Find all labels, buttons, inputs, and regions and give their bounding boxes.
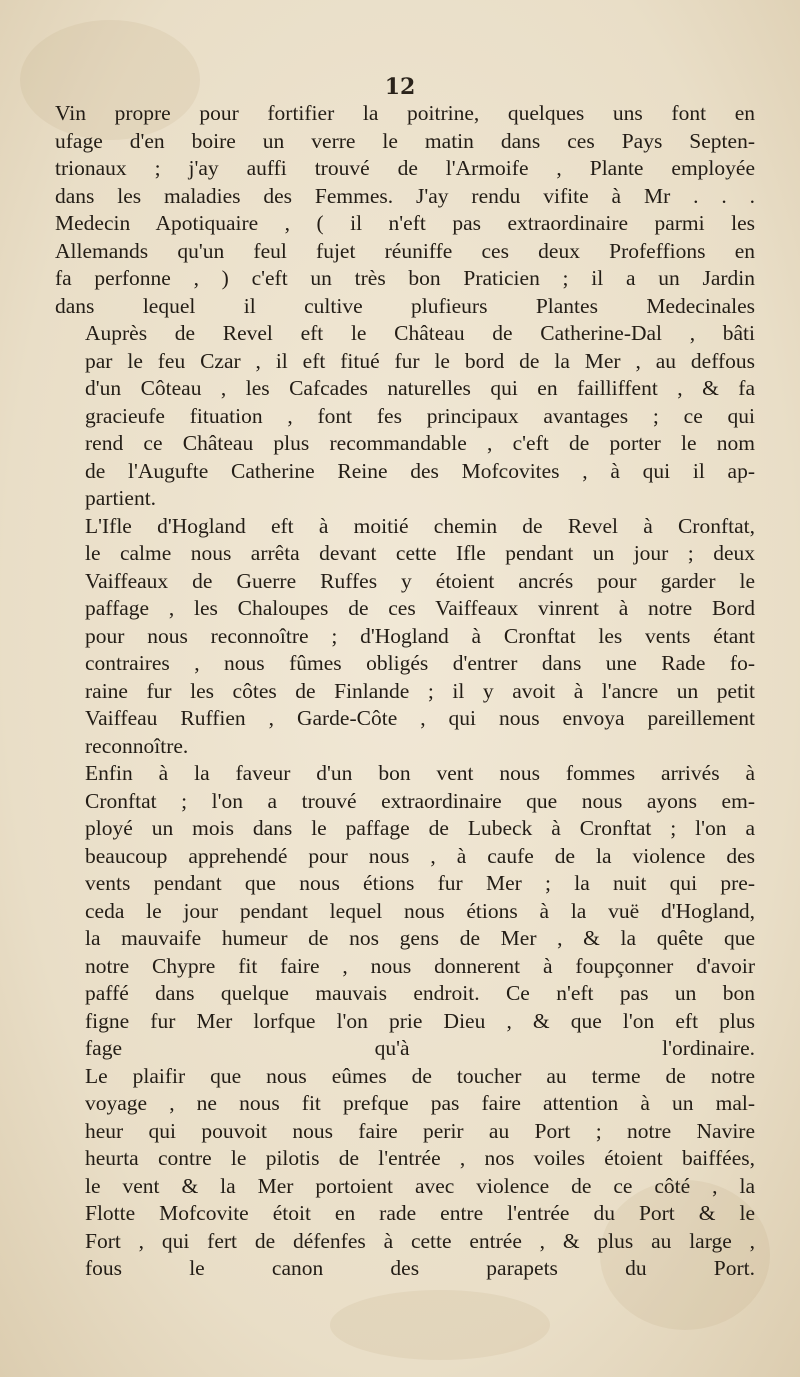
text-line: reconnoître. — [85, 733, 189, 758]
text-line: voyage , ne nous fit prefque pas faire attention à un mal- — [85, 1091, 755, 1115]
text-line: Vin propre pour fortifier la poitrine, quelques uns font en — [55, 101, 755, 125]
paragraph — [55, 100, 755, 320]
text-line: dans les maladies des Femmes. J'ay rendu vifite à Mr . . . — [55, 183, 755, 208]
text-line: rend ce Château plus recommandable , c'eft de porter le nom — [85, 431, 755, 455]
paragraph — [55, 513, 755, 761]
text-line: Enfin à la faveur d'un bon vent nous fommes arrivés à — [85, 761, 755, 785]
body-text — [55, 100, 755, 1283]
text-line: Allemands qu'un feul fujet réuniffe ces deux Profeffions en — [55, 238, 755, 263]
text-line: Vaiffeaux de Guerre Ruffes y étoient ancrés pour garder le — [85, 568, 755, 593]
paragraph — [55, 1063, 755, 1283]
text-line: Medecin Apotiquaire , ( il n'eft pas extraordinaire parmi les — [55, 211, 755, 235]
text-line: pour nous reconnoître ; d'Hogland à Cronftat les vents étant — [85, 623, 755, 648]
text-line: le calme nous arrêta devant cette Ifle pendant un jour ; deux — [85, 541, 755, 565]
text-line: paffage , les Chaloupes de ces Vaiffeaux vinrent à notre Bord — [85, 596, 755, 620]
paragraph — [55, 760, 755, 1063]
page-number: 12 — [384, 74, 416, 100]
text-line: ployé un mois dans le paffage de Lubeck à Cronftat ; l'on a — [85, 816, 755, 840]
text-line: ceda le jour pendant lequel nous étions à la vuë d'Hogland, — [85, 898, 755, 923]
text-line: paffé dans quelque mauvais endroit. Ce n'eft pas un bon — [85, 981, 755, 1005]
text-line: partient. — [85, 486, 157, 510]
text-line: Le plaifir que nous eûmes de toucher au terme de notre — [85, 1063, 755, 1088]
text-line: heurta contre le pilotis de l'entrée , nos voiles étoient baiffées, — [85, 1146, 755, 1170]
text-line: ufage d'en boire un verre le matin dans ces Pays Septen- — [55, 128, 755, 153]
text-line: la mauvaife humeur de nos gens de Mer , & la quête que — [85, 926, 755, 950]
text-line: dans lequel il cultive plufieurs Plantes Medecinales — [55, 293, 755, 318]
text-line: figne fur Mer lorfque l'on prie Dieu , & que l'on eft plus — [85, 1008, 755, 1033]
text-line: par le feu Czar , il eft fitué fur le bord de la Mer , au deffous — [85, 348, 755, 373]
paper-stain — [330, 1290, 550, 1360]
text-line: gracieufe fituation , font fes principaux avantages ; ce qui — [85, 403, 755, 428]
text-line: contraires , nous fûmes obligés d'entrer dans une Rade fo- — [85, 651, 755, 675]
text-line: Auprès de Revel eft le Château de Catherine-Dal , bâti — [85, 321, 755, 345]
paragraph — [55, 320, 755, 513]
text-line: vents pendant que nous étions fur Mer ; la nuit qui pre- — [85, 871, 755, 895]
text-line: fa perfonne , ) c'eft un très bon Praticien ; il a un Jardin — [55, 266, 755, 290]
text-line: trionaux ; j'ay auffi trouvé de l'Armoife , Plante employée — [55, 156, 755, 180]
text-line: le vent & la Mer portoient avec violence de ce côté , la — [85, 1173, 755, 1198]
text-line: Vaiffeau Ruffien , Garde-Côte , qui nous envoya pareillement — [85, 706, 755, 730]
text-line: Fort , qui fert de défenfes à cette entrée , & plus au large , — [85, 1228, 755, 1253]
text-line: Cronftat ; l'on a trouvé extraordinaire que nous ayons em- — [85, 788, 755, 813]
text-line: fage qu'à l'ordinaire. — [85, 1036, 755, 1060]
text-line: beaucoup apprehendé pour nous , à caufe de la violence des — [85, 843, 755, 868]
text-line: de l'Augufte Catherine Reine des Mofcovites , à qui il ap- — [85, 458, 755, 483]
text-line: heur qui pouvoit nous faire perir au Port ; notre Navire — [85, 1118, 755, 1143]
text-line: Flotte Mofcovite étoit en rade entre l'entrée du Port & le — [85, 1201, 755, 1225]
text-line: raine fur les côtes de Finlande ; il y avoit à l'ancre un petit — [85, 678, 755, 703]
text-line: fous le canon des parapets du Port. — [85, 1256, 755, 1280]
text-line: d'un Côteau , les Cafcades naturelles qui en failliffent , & fa — [85, 376, 755, 400]
text-line: L'Ifle d'Hogland eft à moitié chemin de Revel à Cronftat, — [85, 513, 755, 538]
text-line: notre Chypre fit faire , nous donnerent à foupçonner d'avoir — [85, 953, 755, 978]
